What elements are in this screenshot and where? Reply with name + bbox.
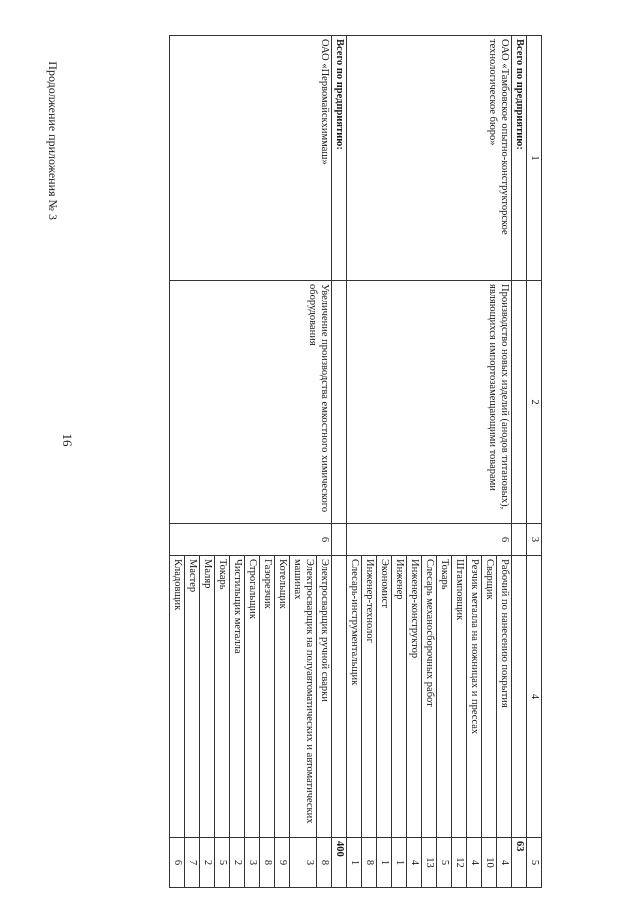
job-title: Мастер xyxy=(185,556,200,838)
job-title: Инженер xyxy=(392,556,407,838)
organization-name: ОАО «Тамбовское опытно-конструкторское технологическое бюро» xyxy=(347,36,512,281)
job-title: Кладовщик xyxy=(170,556,185,838)
table-row xyxy=(317,36,332,888)
job-count: 2 xyxy=(200,838,215,888)
empty-cell xyxy=(332,281,347,524)
jobs-table xyxy=(169,35,542,888)
job-count: 4 xyxy=(467,838,482,888)
job-title: Чистильщик металла xyxy=(230,556,245,838)
job-title: Сварщик xyxy=(482,556,497,838)
job-title: Строгальщик xyxy=(245,556,260,838)
total-row xyxy=(332,36,347,888)
job-title: Котельщик xyxy=(275,556,290,838)
total-value: 400 xyxy=(332,838,347,888)
table-row xyxy=(497,36,512,888)
empty-cell xyxy=(512,556,527,838)
project-description: Увеличение производства емкостного химического оборудования xyxy=(170,281,332,524)
job-title: Экономист xyxy=(377,556,392,838)
job-count: 1 xyxy=(347,838,362,888)
job-title: Электросварщик на полуавтоматических и автоматических машинах xyxy=(290,556,317,838)
job-title: Резчик металла на ножницах и прессах xyxy=(467,556,482,838)
job-count: 8 xyxy=(317,838,332,888)
job-title: Газорезчик xyxy=(260,556,275,838)
job-title: Рабочий по нанесению покрытия xyxy=(497,556,512,838)
col3-value: 6 xyxy=(347,524,512,556)
project-description: Производство новых изделий (анодов титановых), являющихся импортозамещающими товарами xyxy=(347,281,512,524)
empty-cell xyxy=(332,556,347,838)
job-count: 5 xyxy=(215,838,230,888)
empty-cell xyxy=(332,524,347,556)
job-count: 3 xyxy=(290,838,317,888)
job-title: Штамповщик xyxy=(452,556,467,838)
job-count: 9 xyxy=(275,838,290,888)
job-title: Электросварщик ручной сварки xyxy=(317,556,332,838)
job-count: 1 xyxy=(377,838,392,888)
job-count: 12 xyxy=(452,838,467,888)
job-count: 8 xyxy=(362,838,377,888)
job-count: 7 xyxy=(185,838,200,888)
job-count: 2 xyxy=(230,838,245,888)
column-number: 2 xyxy=(527,281,542,524)
job-title: Токарь xyxy=(215,556,230,838)
page-number: 16 xyxy=(60,433,75,447)
empty-cell xyxy=(512,524,527,556)
job-count: 5 xyxy=(437,838,452,888)
job-count: 10 xyxy=(482,838,497,888)
job-title: Токарь xyxy=(437,556,452,838)
column-number: 5 xyxy=(527,838,542,888)
job-title: Инженер-конструктор xyxy=(407,556,422,838)
column-number: 1 xyxy=(527,36,542,281)
column-number: 3 xyxy=(527,524,542,556)
total-row xyxy=(512,36,527,888)
job-count: 1 xyxy=(392,838,407,888)
job-count: 8 xyxy=(260,838,275,888)
job-count: 4 xyxy=(407,838,422,888)
total-label: Всего по предприятию: xyxy=(332,36,347,281)
column-number: 4 xyxy=(527,556,542,838)
job-count: 3 xyxy=(245,838,260,888)
organization-name: ОАО «Первомайскхиммаш» xyxy=(170,36,332,281)
job-title: Маляр xyxy=(200,556,215,838)
job-count: 4 xyxy=(497,838,512,888)
empty-cell xyxy=(512,281,527,524)
col3-value: 6 xyxy=(170,524,332,556)
total-value: 63 xyxy=(512,838,527,888)
appendix-continuation-note: Продолжение приложения № 3 xyxy=(46,61,60,220)
job-title: Инженер-технолог xyxy=(362,556,377,838)
job-count: 13 xyxy=(422,838,437,888)
column-numbers-row xyxy=(527,36,542,888)
total-label: Всего по предприятию: xyxy=(512,36,527,281)
job-count: 6 xyxy=(170,838,185,888)
job-title: Слесарь механосборочных работ xyxy=(422,556,437,838)
job-title: Слесарь-инструментальщик xyxy=(347,556,362,838)
